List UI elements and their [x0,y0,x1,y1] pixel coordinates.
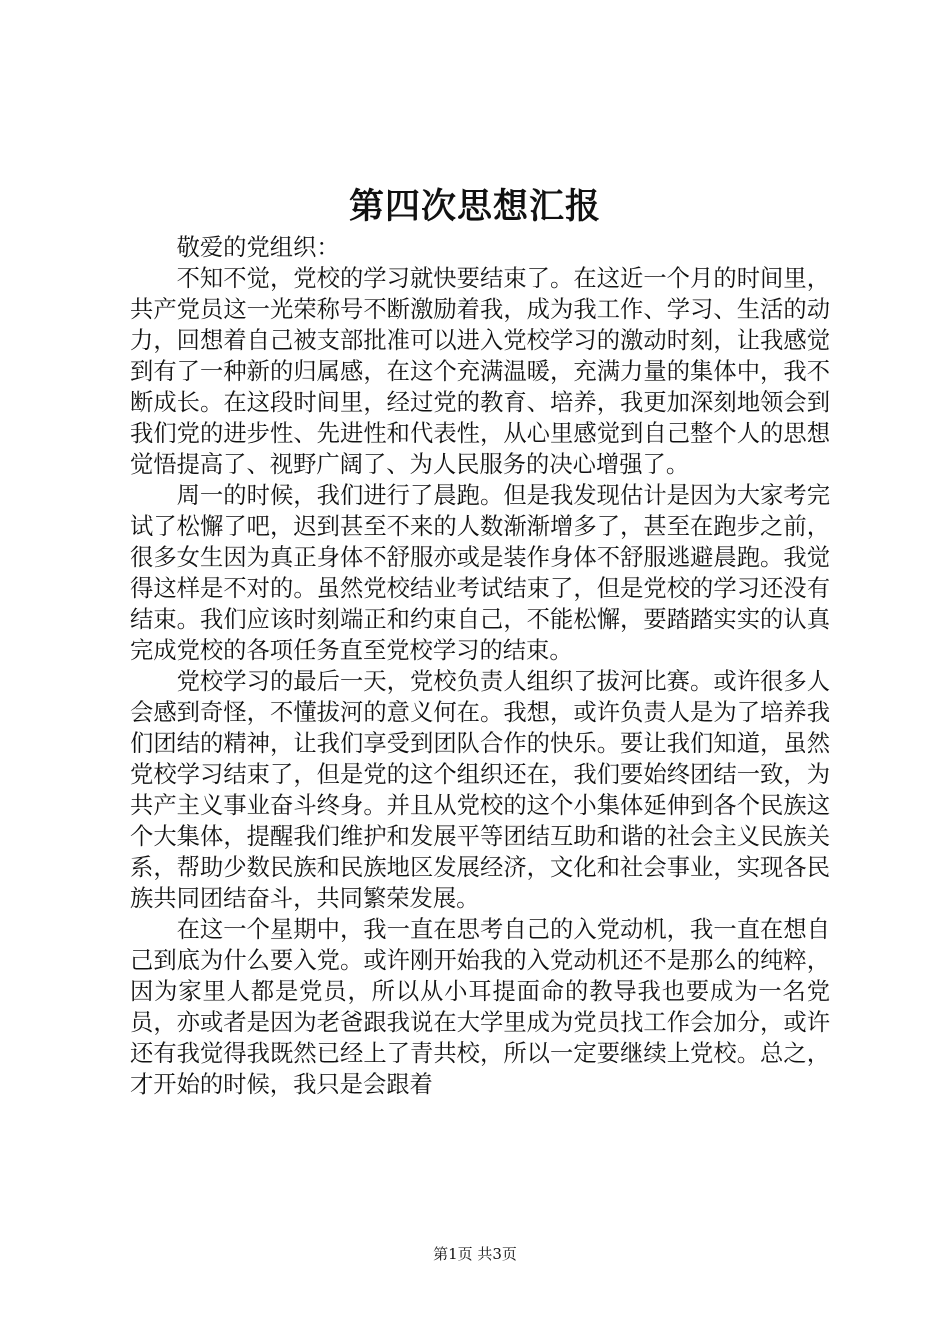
document-title: 第四次思想汇报 [348,186,601,227]
salutation: 敬爱的党组织： [176,234,340,261]
paragraph-3: 党校学习的最后一天，党校负责人组织了拔河比赛。或许很多人会感到奇怪，不懂拔河的意义何在。我想，或许负责人是为了培养我们团结的精神，让我们享受到团队合作的快乐。要让我们知道，虽然党校学习结束了，但是党的这个组织还在，我们要始终团结一致，为共产主义事业奋斗终身。并且从党校的这个小集体延伸到各个民族这个大集体，提醒我们维护和发展平等团结互助和谐的社会主义民族关系，帮助少数民族和民族地区发展经济，文化和社会事业，实现各民族共同团结奋斗，共同繁荣发展。 [130,668,830,912]
paragraph-4: 在这一个星期中，我一直在思考自己的入党动机，我一直在想自己到底为什么要入党。或许刚开始我的入党动机还不是那么的纯粹，因为家里人都是党员，所以从小耳提面命的教导我也要成为一名党员，亦或者是因为老爸跟我说在大学里成为党员找工作会加分，或许还有我觉得我既然已经上了青共校，所以一定要继续上党校。总之，才开始的时候，我只是会跟着 [130,916,830,1098]
paragraph-1: 不知不觉，党校的学习就快要结束了。在这近一个月的时间里，共产党员这一光荣称号不断激励着我，成为我工作、学习、生活的动力，回想着自己被支部批准可以进入党校学习的激动时刻，让我感觉到有了一种新的归属感，在这个充满温暖，充满力量的集体中，我不断成长。在这段时间里，经过党的教育、培养，我更加深刻地领会到我们党的进步性、先进性和代表性，从心里感觉到自己整个人的思想觉悟提高了、视野广阔了、为人民服务的决心增强了。 [130,265,830,478]
page-indicator: 第1页 共3页 [433,1245,517,1263]
paragraph-2: 周一的时候，我们进行了晨跑。但是我发现估计是因为大家考完试了松懈了吧，迟到甚至不来的人数渐渐增多了，甚至在跑步之前，很多女生因为真正身体不舒服亦或是装作身体不舒服逃避晨跑。我觉得这样是不对的。虽然党校结业考试结束了，但是党校的学习还没有结束。我们应该时刻端正和约束自己，不能松懈，要踏踏实实的认真完成党校的各项任务直至党校学习的结束。 [130,482,830,664]
page-footer [0,1243,950,1265]
document-body [130,232,830,1100]
